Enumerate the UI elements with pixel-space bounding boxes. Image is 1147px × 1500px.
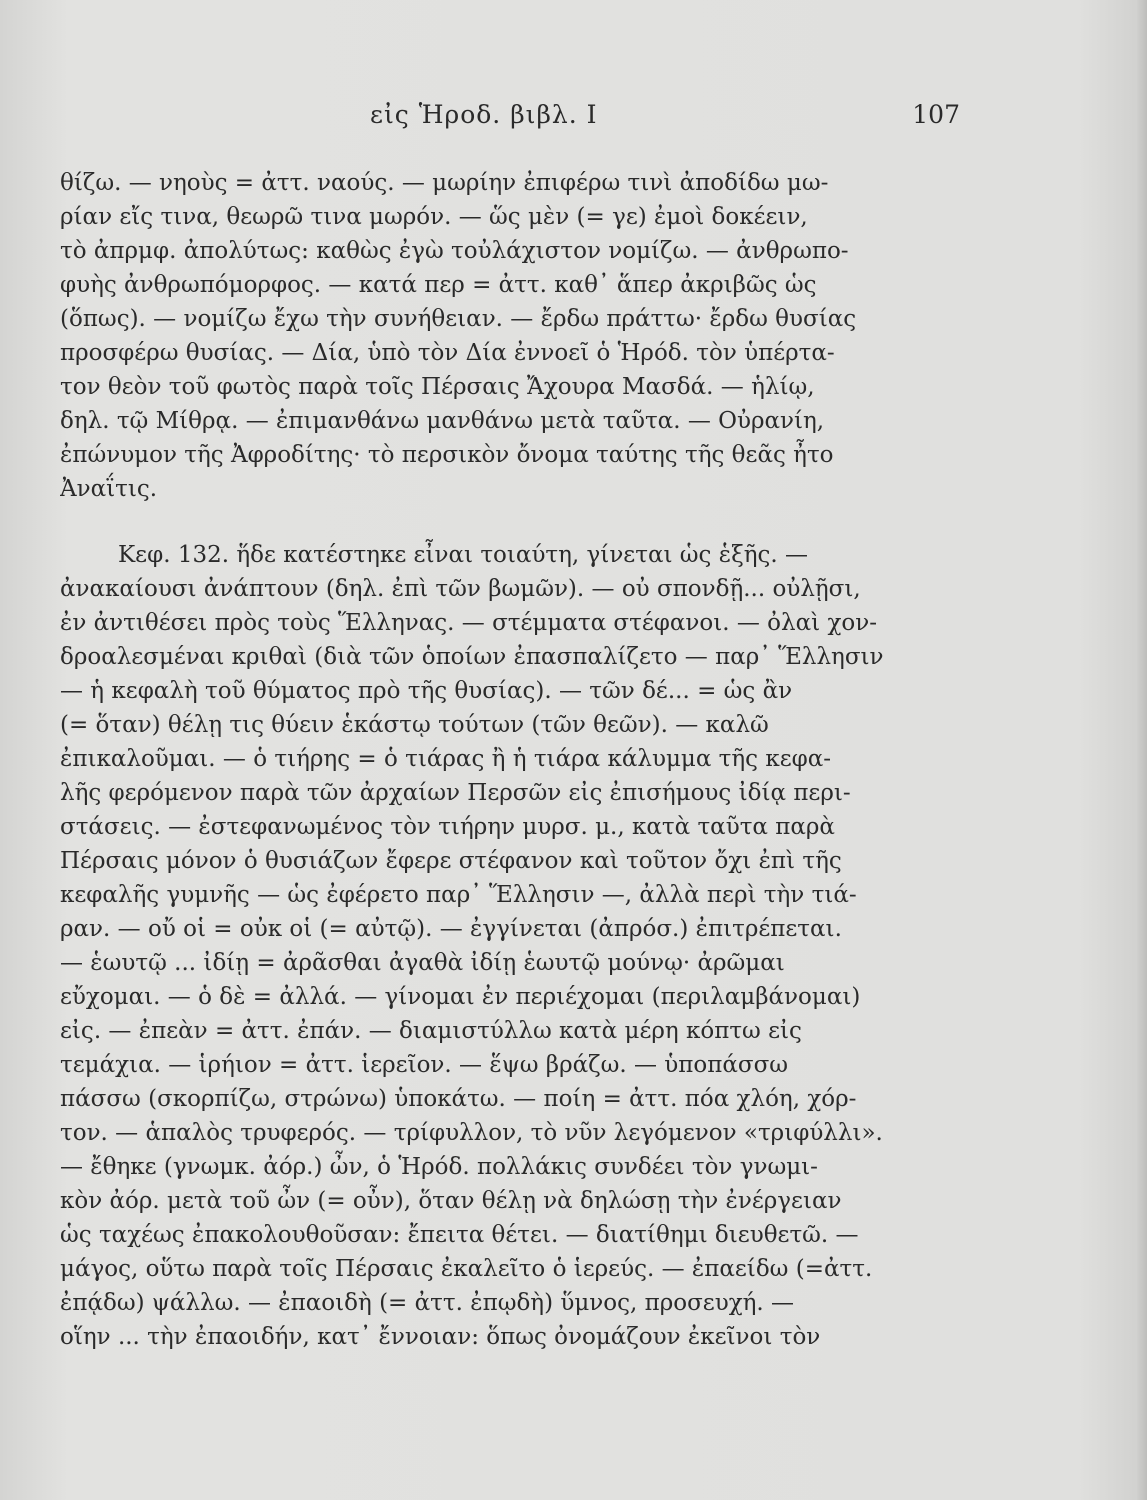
text-line: θίζω. — νηοὺς = ἀττ. ναούς. — μωρίην ἐπιφέρω τινὶ ἀποδίδω μω- — [60, 170, 829, 196]
text-line: οἵην ... τὴν ἐπαοιδήν, κατ᾽ ἔννοιαν: ὅπως ὀνομάζουν ἐκεῖνοι τὸν — [60, 1324, 821, 1350]
text-line: — ἔθηκε (γνωμκ. ἀόρ.) ὦν, ὁ Ἡρόδ. πολλάκις συνδέει τὸν γνωμι- — [60, 1154, 818, 1180]
text-line: τον. — ἁπαλὸς τρυφερός. — τρίφυλλον, τὸ νῦν λεγόμενον «τριφύλλι». — [60, 1120, 883, 1146]
text-line: τον θεὸν τοῦ φωτὸς παρὰ τοῖς Πέρσαις Ἄχουρα Μασδά. — ἡλίῳ, — [60, 374, 815, 400]
text-line: εὔχομαι. — ὁ δὲ = ἀλλά. — γίνομαι ἐν περιέχομαι (περιλαμβάνομαι) — [60, 984, 861, 1010]
text-line: ἐπᾴδω) ψάλλω. — ἐπαοιδὴ (= ἀττ. ἐπῳδὴ) ὕμνος, προσευχή. — — [60, 1290, 795, 1316]
text-line: μάγος, οὕτω παρὰ τοῖς Πέρσαις ἐκαλεῖτο ὁ ἱερεύς. — ἐπαείδω (=ἀττ. — [60, 1256, 873, 1282]
page-number: 107 — [912, 100, 960, 129]
running-title: εἰς Ἡροδ. βιβλ. I — [370, 100, 598, 129]
text-line: ρίαν εἴς τινα, θεωρῶ τινα μωρόν. — ὥς μὲν (= γε) ἐμοὶ δοκέειν, — [60, 204, 808, 230]
text-line: ἐπικαλοῦμαι. — ὁ τιήρης = ὁ τιάρας ἢ ἡ τιάρα κάλυμμα τῆς κεφα- — [60, 746, 832, 772]
text-line: προσφέρω θυσίας. — Δία, ὑπὸ τὸν Δία ἐννοεῖ ὁ Ἡρόδ. τὸν ὑπέρτα- — [60, 340, 835, 366]
text-line: φυὴς ἀνθρωπόμορφος. — κατά περ = ἀττ. καθ᾽ ἅπερ ἀκριβῶς ὡς — [60, 272, 817, 298]
text-line: πάσσω (σκορπίζω, στρώνω) ὑποκάτω. — ποίη = ἀττ. πόα χλόη, χόρ- — [60, 1086, 857, 1112]
text-line: — ἡ κεφαλὴ τοῦ θύματος πρὸ τῆς θυσίας). — τῶν δέ... = ὡς ἂν — [60, 678, 793, 704]
text-line: (ὅπως). — νομίζω ἔχω τὴν συνήθειαν. — ἔρδω πράττω· ἔρδω θυσίας — [60, 306, 857, 332]
text-line: τὸ ἀπρμφ. ἀπολύτως: καθὼς ἐγὼ τοὐλάχιστον νομίζω. — ἀνθρωπο- — [60, 238, 849, 264]
text-line: λῆς φερόμενον παρὰ τῶν ἀρχαίων Περσῶν εἰς ἐπισήμους ἰδίᾳ περι- — [60, 780, 851, 806]
chapter-start-line: Κεφ. 132. ἥδε κατέστηκε εἶναι τοιαύτη, γίνεται ὡς ἑξῆς. — — [118, 542, 809, 568]
page-edge — [1137, 0, 1147, 1500]
text-line: Ἀναΐτις. — [60, 476, 158, 502]
text-line: δροαλεσμέναι κριθαὶ (διὰ τῶν ὁποίων ἐπασπαλίζετο — παρ᾽ Ἕλλησιν — [60, 644, 884, 670]
text-line: ἐπώνυμον τῆς Ἀφροδίτης· τὸ περσικὸν ὄνομα ταύτης τῆς θεᾶς ἦτο — [60, 442, 834, 468]
text-line: δηλ. τῷ Μίθρᾳ. — ἐπιμανθάνω μανθάνω μετὰ ταῦτα. — Οὐρανίη, — [60, 408, 825, 434]
text-line: κὸν ἀόρ. μετὰ τοῦ ὦν (= οὖν), ὅταν θέλῃ νὰ δηλώσῃ τὴν ἐνέργειαν — [60, 1188, 842, 1214]
page-header — [60, 100, 960, 140]
text-line: κεφαλῆς γυμνῆς — ὡς ἐφέρετο παρ᾽ Ἕλλησιν —, ἀλλὰ περὶ τὴν τιά- — [60, 882, 857, 908]
text-line: — ἑωυτῷ ... ἰδίῃ = ἀρᾶσθαι ἀγαθὰ ἰδίῃ ἑωυτῷ μούνῳ· ἀρῶμαι — [60, 950, 785, 976]
text-line: ἀνακαίουσι ἀνάπτουν (δηλ. ἐπὶ τῶν βωμῶν). — οὐ σπονδῇ... οὐλῇσι, — [60, 576, 861, 602]
text-line: εἰς. — ἐπεὰν = ἀττ. ἐπάν. — διαμιστύλλω κατὰ μέρη κόπτω εἰς — [60, 1018, 802, 1044]
text-line: (= ὅταν) θέλῃ τις θύειν ἑκάστῳ τούτων (τῶν θεῶν). — καλῶ — [60, 712, 769, 738]
text-line: Πέρσαις μόνον ὁ θυσιάζων ἔφερε στέφανον καὶ τοῦτον ὄχι ἐπὶ τῆς — [60, 848, 842, 874]
text-line: στάσεις. — ἐστεφανωμένος τὸν τιήρην μυρσ. μ., κατὰ ταῦτα παρὰ — [60, 814, 835, 840]
text-line: ἐν ἀντιθέσει πρὸς τοὺς Ἕλληνας. — στέμματα στέφανοι. — ὀλαὶ χον- — [60, 610, 877, 636]
text-line: ὡς ταχέως ἐπακολουθοῦσαν: ἔπειτα θέτει. — διατίθημι διευθετῶ. — — [60, 1222, 859, 1248]
text-line: τεμάχια. — ἱρήιον = ἀττ. ἱερεῖον. — ἕψω βράζω. — ὑποπάσσω — [60, 1052, 789, 1078]
text-line: ραν. — οὔ οἱ = οὐκ οἱ (= αὐτῷ). — ἐγγίνεται (ἀπρόσ.) ἐπιτρέπεται. — [60, 916, 842, 942]
